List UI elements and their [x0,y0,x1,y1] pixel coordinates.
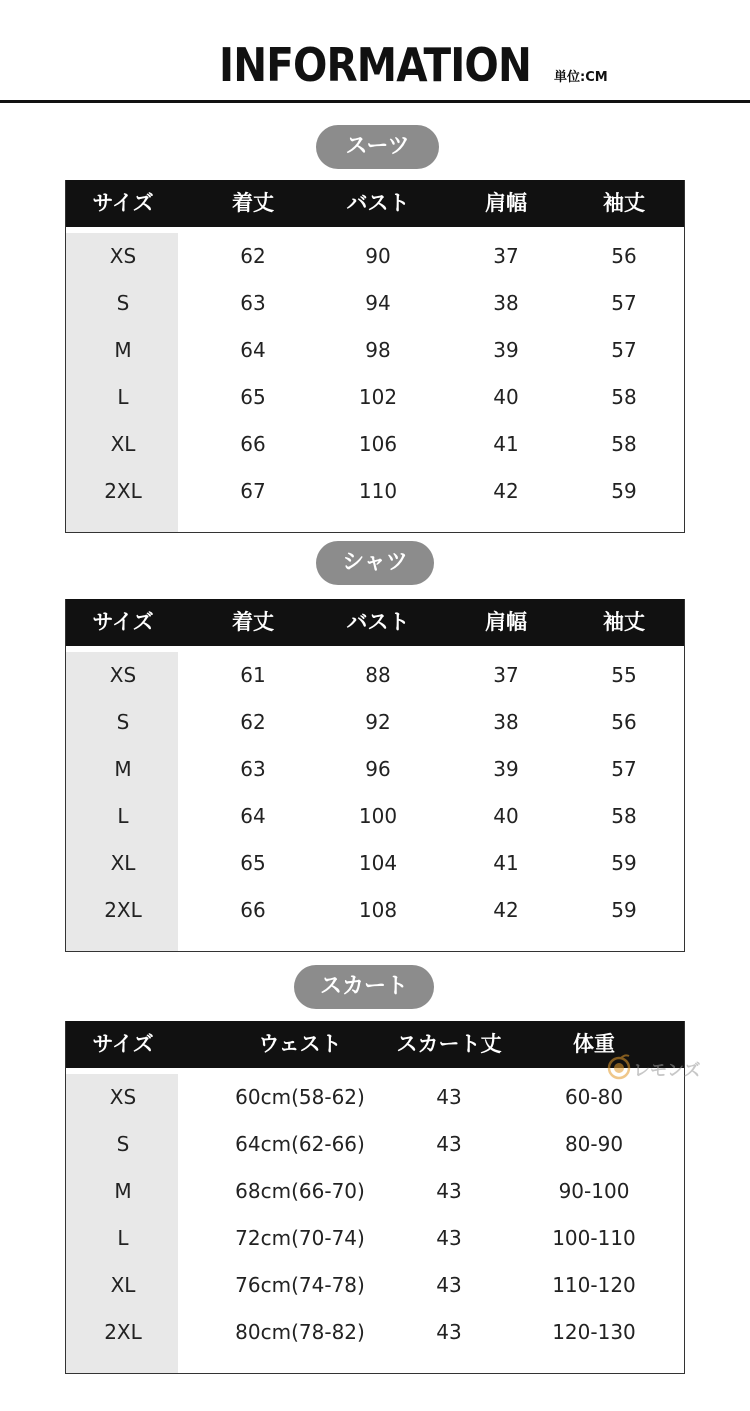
table-row [66,1309,684,1356]
table-body [66,652,684,951]
cell: 41 [493,851,519,875]
cell: 66 [240,432,266,456]
header-cell: サイズ [92,1032,154,1056]
cell: XL [110,1273,136,1297]
table-row [66,887,684,934]
cell: XS [109,244,137,268]
cell: 38 [493,710,519,734]
cell: 42 [493,898,519,922]
cell: 43 [436,1273,462,1297]
cell: 64 [240,338,266,362]
cell: 90 [365,244,391,268]
cell: 60cm(58-62) [235,1085,365,1109]
cell: M [114,1179,132,1203]
table-body [66,233,684,532]
suit-size-table [65,180,685,533]
cell: L [117,385,129,409]
table-row [66,746,684,793]
cell: 120-130 [552,1320,636,1344]
cell: 67 [240,479,266,503]
cell: 40 [493,804,519,828]
cell: 110 [358,479,398,503]
header-cell: 袖丈 [603,610,645,634]
cell: 65 [240,385,266,409]
section-label-shirt: シャツ [316,541,434,585]
header-cell: スカート丈 [396,1032,502,1056]
cell: M [114,338,132,362]
cell: 43 [436,1226,462,1250]
cell: 39 [493,338,519,362]
cell: M [114,757,132,781]
cell: 39 [493,757,519,781]
cell: 62 [240,710,266,734]
cell: 43 [436,1085,462,1109]
header-cell: 肩幅 [485,610,527,634]
cell: 92 [365,710,391,734]
header-cell: サイズ [92,191,154,215]
table-header [66,180,684,227]
header-cell: 肩幅 [485,191,527,215]
cell: 40 [493,385,519,409]
table-row [66,280,684,327]
cell: 58 [611,804,637,828]
header-cell: 袖丈 [603,191,645,215]
cell: 42 [493,479,519,503]
cell: S [116,710,130,734]
cell: 43 [436,1132,462,1156]
table-header [66,1021,684,1068]
cell: 38 [493,291,519,315]
cell: XL [110,851,136,875]
header-divider [0,100,750,103]
header-cell: 体重 [573,1032,615,1056]
watermark-logo [607,1053,707,1083]
cell: 66 [240,898,266,922]
cell: 60-80 [564,1085,624,1109]
cell: XS [109,663,137,687]
cell: XL [110,432,136,456]
header-cell: バスト [346,191,410,215]
table-row [66,840,684,887]
cell: 37 [493,663,519,687]
table-row [66,421,684,468]
cell: 94 [365,291,391,315]
cell: 76cm(74-78) [235,1273,365,1297]
section-label-suit: スーツ [316,125,439,169]
cell: 63 [240,291,266,315]
table-row [66,699,684,746]
cell: 59 [611,479,637,503]
cell: 43 [436,1179,462,1203]
cell: 90-100 [558,1179,630,1203]
cell: 68cm(66-70) [235,1179,365,1203]
table-row [66,1215,684,1262]
cell: 80cm(78-82) [235,1320,365,1344]
cell: 106 [358,432,398,456]
shirt-size-table [65,599,685,952]
header-cell: ウェスト [258,1032,342,1056]
cell: 100-110 [552,1226,636,1250]
cell: 57 [611,757,637,781]
cell: 57 [611,338,637,362]
table-row [66,793,684,840]
header-cell: サイズ [92,610,154,634]
cell: 96 [365,757,391,781]
header-cell: バスト [346,610,410,634]
table-row [66,374,684,421]
table-row [66,468,684,515]
cell: 104 [358,851,398,875]
cell: 56 [611,710,637,734]
table-row [66,1074,684,1121]
cell: 100 [358,804,398,828]
table-row [66,327,684,374]
page-title: INFORMATION [219,38,531,92]
table-header [66,599,684,646]
cell: 110-120 [552,1273,636,1297]
cell: 64cm(62-66) [235,1132,365,1156]
table-row [66,1168,684,1215]
table-row [66,233,684,280]
header-cell: 着丈 [232,191,274,215]
lemon-logo-icon [607,1053,633,1081]
cell: 2XL [104,1320,142,1344]
header-cell: 着丈 [232,610,274,634]
cell: 80-90 [564,1132,624,1156]
cell: 102 [358,385,398,409]
table-row [66,1262,684,1309]
cell: 59 [611,851,637,875]
cell: L [117,1226,129,1250]
cell: 58 [611,432,637,456]
cell: S [116,1132,130,1156]
cell: 64 [240,804,266,828]
cell: 57 [611,291,637,315]
table-body [66,1074,684,1373]
cell: 72cm(70-74) [235,1226,365,1250]
watermark-text: レモンズ [633,1061,701,1081]
cell: 59 [611,898,637,922]
cell: XS [109,1085,137,1109]
cell: 58 [611,385,637,409]
cell: 88 [365,663,391,687]
cell: 61 [240,663,266,687]
cell: 108 [358,898,398,922]
cell: 65 [240,851,266,875]
cell: 55 [611,663,637,687]
unit-label: 単位:CM [554,70,608,85]
section-label-skirt: スカート [294,965,434,1009]
cell: 62 [240,244,266,268]
page-header [0,0,750,104]
cell: 56 [611,244,637,268]
cell: S [116,291,130,315]
cell: 41 [493,432,519,456]
cell: 63 [240,757,266,781]
table-row [66,652,684,699]
cell: 37 [493,244,519,268]
cell: L [117,804,129,828]
cell: 2XL [104,898,142,922]
cell: 98 [365,338,391,362]
cell: 43 [436,1320,462,1344]
cell: 2XL [104,479,142,503]
table-row [66,1121,684,1168]
skirt-size-table [65,1021,685,1374]
